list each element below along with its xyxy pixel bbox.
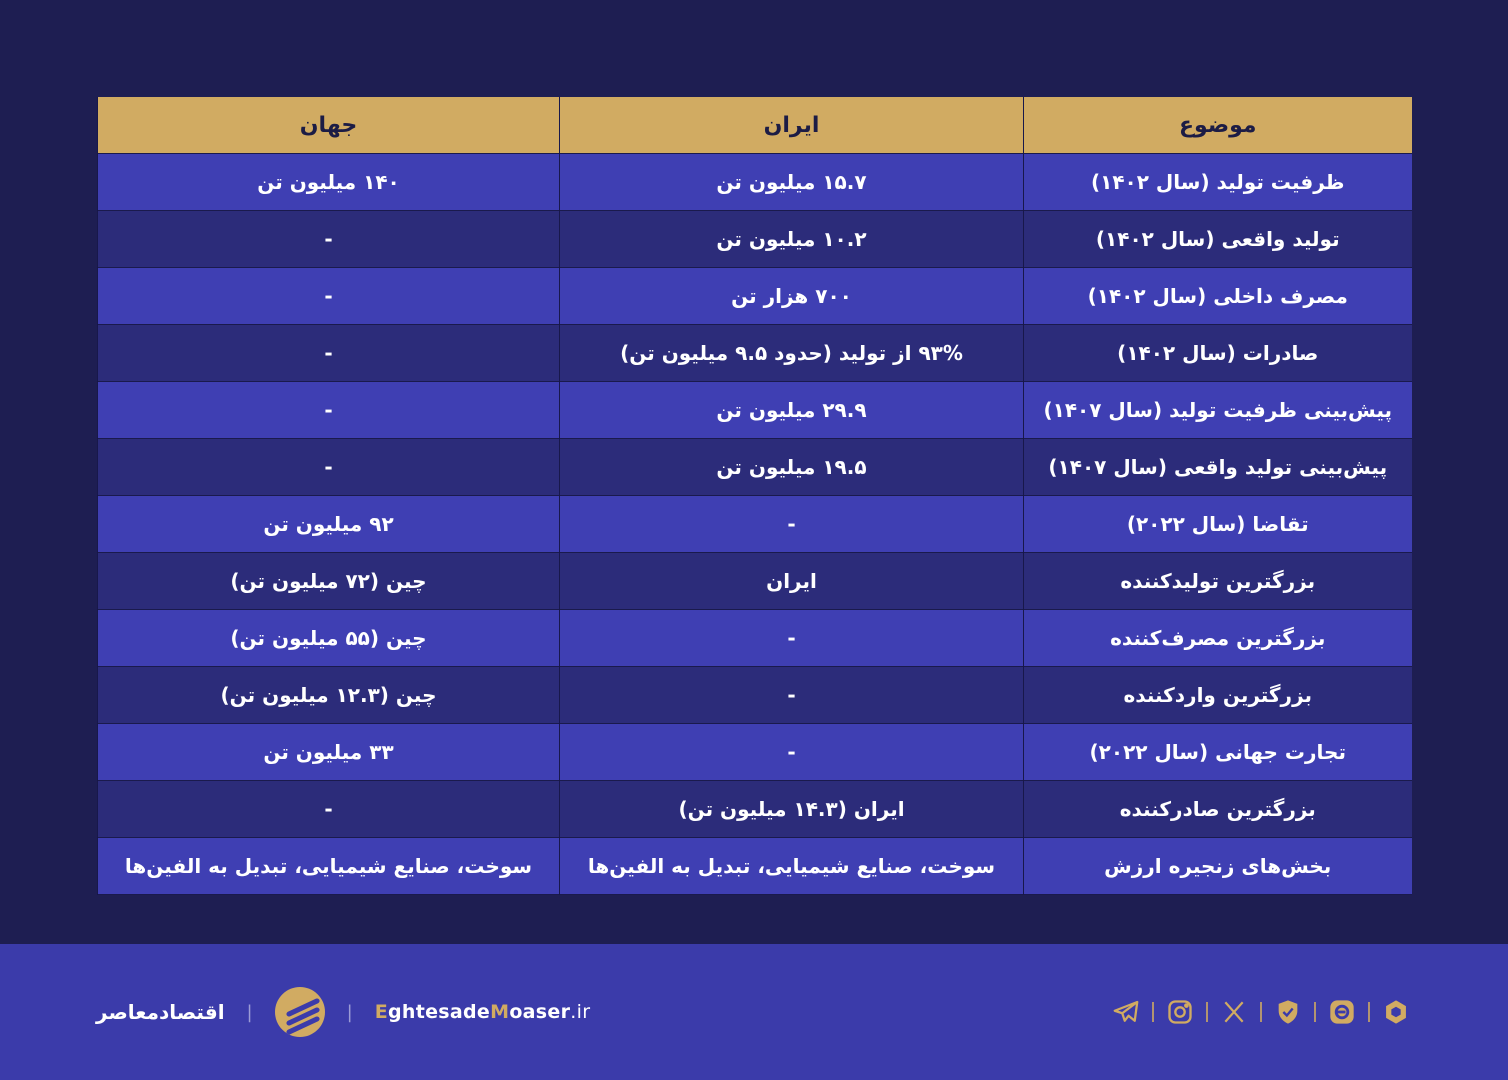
cell-world: -	[98, 211, 560, 268]
cell-topic: تقاضا (سال ۲۰۲۲)	[1024, 496, 1412, 553]
cell-topic: تولید واقعی (سال ۱۴۰۲)	[1024, 211, 1412, 268]
cell-topic: پیش‌بینی تولید واقعی (سال ۱۴۰۷)	[1024, 439, 1412, 496]
cell-world: -	[98, 781, 560, 838]
cell-topic: بزرگترین واردکننده	[1024, 667, 1412, 724]
cell-topic: صادرات (سال ۱۴۰۲)	[1024, 325, 1412, 382]
header-topic: موضوع	[1024, 97, 1412, 154]
cell-topic: تجارت جهانی (سال ۲۰۲۲)	[1024, 724, 1412, 781]
cell-topic: بزرگترین صادرکننده	[1024, 781, 1412, 838]
cell-iran: -	[560, 667, 1024, 724]
bale-icon[interactable]	[1380, 996, 1412, 1028]
table-row	[98, 268, 1412, 325]
table-row	[98, 382, 1412, 439]
cell-world: چین (۷۲ میلیون تن)	[98, 553, 560, 610]
cell-world: -	[98, 382, 560, 439]
cell-world: چین (۱۲.۳ میلیون تن)	[98, 667, 560, 724]
table-row	[98, 667, 1412, 724]
cell-iran: ۱۰.۲ میلیون تن	[560, 211, 1024, 268]
cell-iran: ایران	[560, 553, 1024, 610]
header-world: جهان	[98, 97, 560, 154]
x-icon[interactable]	[1218, 996, 1250, 1028]
brand-name: اقتصادمعاصر	[96, 1000, 225, 1024]
cell-topic: بخش‌های زنجیره ارزش	[1024, 838, 1412, 895]
cell-topic: بزرگترین مصرف‌کننده	[1024, 610, 1412, 667]
cell-topic: مصرف داخلی (سال ۱۴۰۲)	[1024, 268, 1412, 325]
rubika-icon[interactable]	[1326, 996, 1358, 1028]
cell-topic: پیش‌بینی ظرفیت تولید (سال ۱۴۰۷)	[1024, 382, 1412, 439]
cell-world: ۳۳ میلیون تن	[98, 724, 560, 781]
footer-separator: |	[346, 1001, 353, 1023]
cell-world: سوخت، صنایع شیمیایی، تبدیل به الفین‌ها	[98, 838, 560, 895]
table-row	[98, 610, 1412, 667]
cell-iran: ایران (۱۴.۳ میلیون تن)	[560, 781, 1024, 838]
table-row	[98, 439, 1412, 496]
table-row	[98, 781, 1412, 838]
cell-iran: سوخت، صنایع شیمیایی، تبدیل به الفین‌ها	[560, 838, 1024, 895]
eitaa-icon[interactable]	[1272, 996, 1304, 1028]
table-row	[98, 553, 1412, 610]
cell-iran: ۹۳% از تولید (حدود ۹.۵ میلیون تن)	[560, 325, 1024, 382]
table-row	[98, 496, 1412, 553]
table-row	[98, 154, 1412, 211]
footer-brand	[96, 996, 590, 1028]
table-row	[98, 325, 1412, 382]
cell-iran: -	[560, 724, 1024, 781]
header-iran: ایران	[560, 97, 1024, 154]
social-links	[1110, 994, 1412, 1030]
footer-separator: |	[246, 1001, 253, 1023]
cell-world: -	[98, 439, 560, 496]
cell-iran: ۱۵.۷ میلیون تن	[560, 154, 1024, 211]
cell-world: -	[98, 268, 560, 325]
cell-iran: -	[560, 496, 1024, 553]
data-table	[97, 97, 1412, 895]
instagram-icon[interactable]	[1164, 996, 1196, 1028]
cell-iran: ۷۰۰ هزار تن	[560, 268, 1024, 325]
telegram-icon[interactable]	[1110, 996, 1142, 1028]
cell-iran: ۱۹.۵ میلیون تن	[560, 439, 1024, 496]
brand-logo-icon	[275, 987, 325, 1037]
cell-topic: بزرگترین تولیدکننده	[1024, 553, 1412, 610]
table-row	[98, 724, 1412, 781]
table-row	[98, 211, 1412, 268]
cell-topic: ظرفیت تولید (سال ۱۴۰۲)	[1024, 154, 1412, 211]
cell-iran: -	[560, 610, 1024, 667]
cell-world: ۹۲ میلیون تن	[98, 496, 560, 553]
table-header-row	[98, 97, 1412, 154]
cell-iran: ۲۹.۹ میلیون تن	[560, 382, 1024, 439]
cell-world: ۱۴۰ میلیون تن	[98, 154, 560, 211]
website-link[interactable]: EghtesadeMoaser.ir	[374, 1001, 591, 1023]
cell-world: -	[98, 325, 560, 382]
cell-world: چین (۵۵ میلیون تن)	[98, 610, 560, 667]
table-row	[98, 838, 1412, 895]
